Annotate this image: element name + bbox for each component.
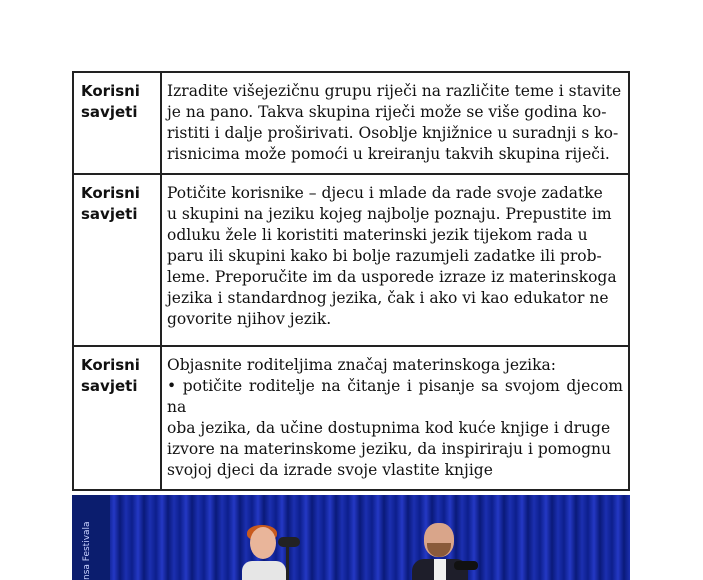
tip-text-line: oba jezika, da učine dostupnima kod kuće knjige i druge xyxy=(167,419,611,437)
microphone-stand-left xyxy=(286,545,289,580)
tip-row xyxy=(73,346,629,490)
tip-label-line: Korisni xyxy=(81,184,140,202)
performer-right-shirt xyxy=(434,559,446,580)
tip-text xyxy=(161,72,629,174)
tip-text-line: jezika i standardnog jezika, čak i ako vi kao edukator ne xyxy=(167,289,609,307)
tip-text xyxy=(161,346,629,490)
tip-text-line: govorite njihov jezik. xyxy=(167,310,332,328)
microphone-left xyxy=(278,537,300,547)
tip-label xyxy=(73,346,161,490)
tip-label xyxy=(73,72,161,174)
tip-label-line: Korisni xyxy=(81,356,140,374)
tip-bullet-line: • potičite roditelje na čitanje i pisanje sa svojom djecom na xyxy=(167,377,623,416)
tip-label-line: savjeti xyxy=(81,103,138,121)
performer-left-head xyxy=(250,527,276,559)
tip-text-line: izvore na materinskome jeziku, da inspiriraju i pomognu xyxy=(167,440,612,458)
tip-text-line: leme. Preporučite im da usporede izraze iz materinskoga xyxy=(167,268,617,286)
tip-label-line: Korisni xyxy=(81,82,140,100)
microphone-right xyxy=(454,561,478,570)
tip-row xyxy=(73,174,629,346)
tip-label-line: savjeti xyxy=(81,377,138,395)
performer-left-body xyxy=(242,561,286,580)
tip-text-line: Objasnite roditeljima značaj materinskoga jezika: xyxy=(167,356,556,374)
stage-photo xyxy=(72,495,630,580)
photo-credit: nsa Festivala xyxy=(82,521,92,580)
tip-row xyxy=(73,72,629,174)
tip-text xyxy=(161,174,629,346)
tip-text-line: Potičite korisnike – djecu i mlade da rade svoje zadatke xyxy=(167,184,603,202)
tip-text-line: ristiti i dalje proširivati. Osoblje knjižnice u suradnji s ko- xyxy=(167,124,619,142)
tip-text-line: paru ili skupini kako bi bolje razumjeli zadatke ili prob- xyxy=(167,247,602,265)
tip-label xyxy=(73,174,161,346)
tip-label-line: savjeti xyxy=(81,205,138,223)
performer-right-figure xyxy=(412,523,472,580)
tip-text-line: u skupini na jeziku kojeg najbolje poznaju. Prepustite im xyxy=(167,205,612,223)
tip-text-line: Izradite višejezičnu grupu riječi na različite teme i stavite xyxy=(167,82,622,100)
performer-left-figure xyxy=(242,527,286,580)
tip-text-line: risnicima može pomoći u kreiranju takvih skupina riječi. xyxy=(167,145,610,163)
tip-text-line: je na pano. Takva skupina riječi može se više godina ko- xyxy=(167,103,607,121)
tips-table xyxy=(72,71,630,491)
tip-text-line: odluku žele li koristiti materinski jezik tijekom rada u xyxy=(167,226,588,244)
tip-text-line: svojoj djeci da izrade svoje vlastite knjige xyxy=(167,461,493,479)
